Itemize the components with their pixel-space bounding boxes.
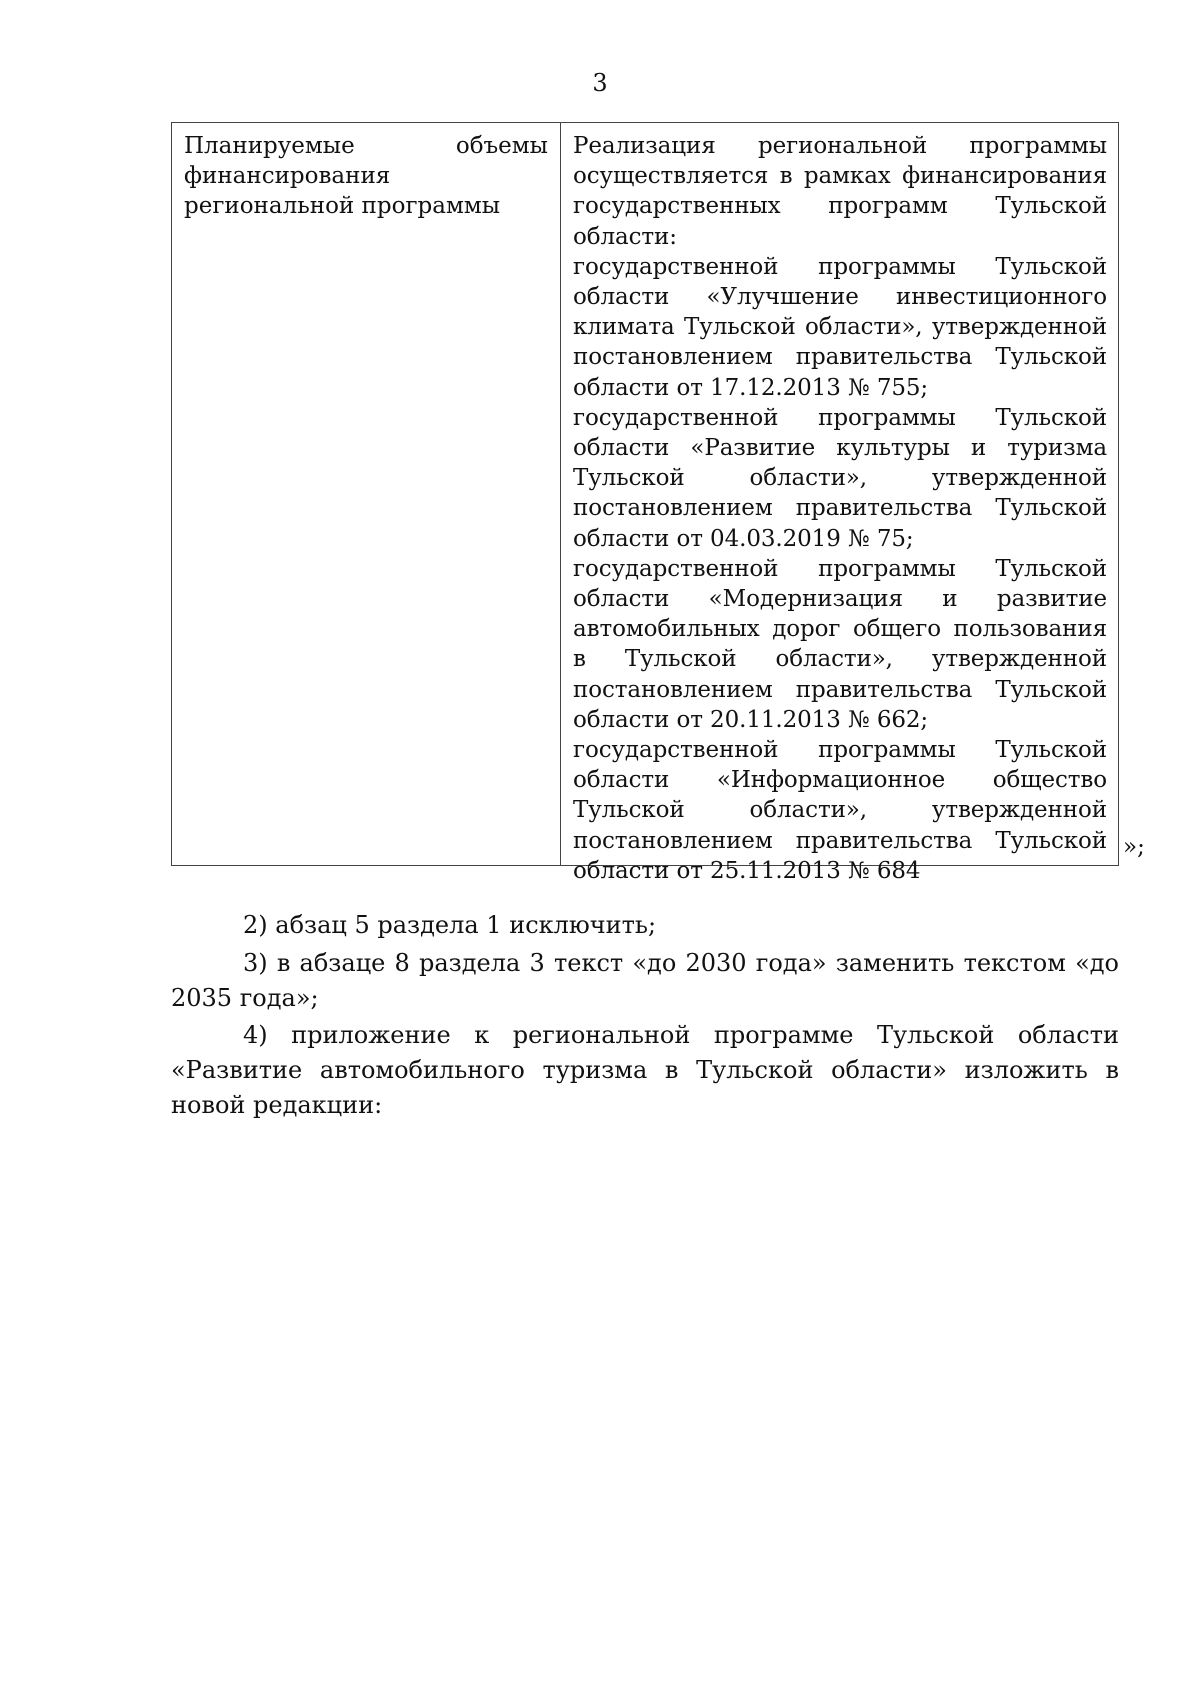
list-item-3-text: 3) в абзаце 8 раздела 3 текст «до 2030 года» заменить текстом «до 2035 года»; xyxy=(171,949,1119,1012)
program-investment-climate: государственной программы Тульской области «Улучшение инвестиционного климата Тульской области», утвержденной постановлением правительства Тульской области от 17.12.2013 № 755; xyxy=(573,253,1107,401)
program-culture-tourism: государственной программы Тульской области «Развитие культуры и туризма Тульской области», утвержденной постановлением правительства Тульской области от 04.03.2019 № 75; xyxy=(573,404,1107,552)
program-roads: государственной программы Тульской области «Модернизация и развитие автомобильных дорог общего пользования в Тульской области», утвержденной постановлением правительства Тульской области от 20.11.2013 № 662; xyxy=(573,555,1107,733)
list-item-3 xyxy=(171,946,1119,1016)
financing-label: Планируемые объемы финансирования региональной программы xyxy=(184,133,548,220)
program-passport-table xyxy=(171,122,1119,884)
table-cell-value xyxy=(561,123,1118,884)
closing-quote-mark: »; xyxy=(1123,834,1145,860)
financing-intro: Реализация региональной программы осуществляется в рамках финансирования государственных программ Тульской области: xyxy=(573,133,1107,250)
page-number: 3 xyxy=(592,69,608,97)
table-cell-label xyxy=(172,123,561,865)
list-item-4 xyxy=(171,1018,1119,1123)
list-item-4-text: 4) приложение к региональной программе Тульской области «Развитие автомобильного туризма в Тульской области» изложить в новой редакции: xyxy=(171,1021,1119,1119)
program-information-society: государственной программы Тульской области «Информационное общество Тульской области», утвержденной постановлением правительства Тульской области от 25.11.2013 № 684 xyxy=(573,737,1107,884)
list-item-2: 2) абзац 5 раздела 1 исключить; xyxy=(243,911,657,939)
